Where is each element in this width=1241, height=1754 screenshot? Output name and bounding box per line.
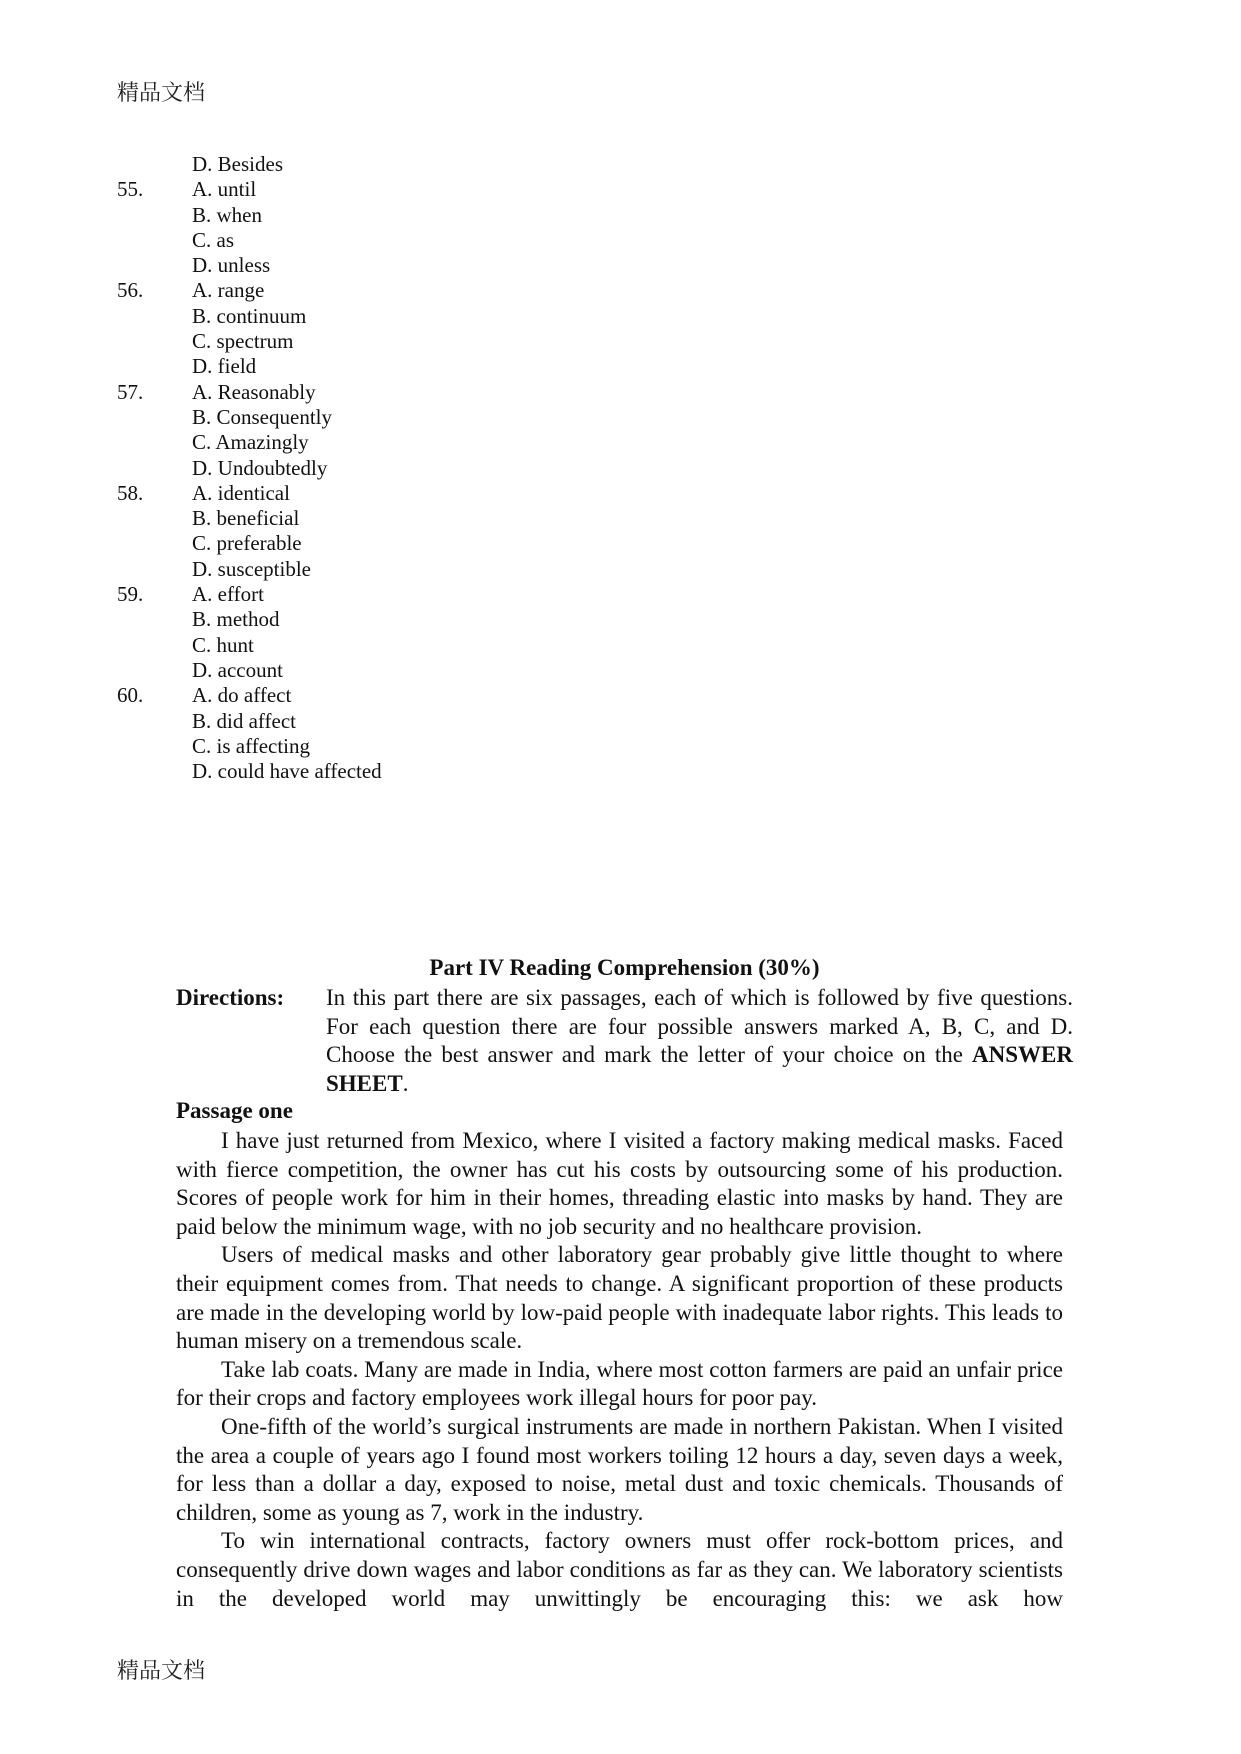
option-line [0,658,700,683]
answer-option: C. preferable [192,531,302,556]
directions-end: . [402,1071,409,1097]
option-line [0,557,700,582]
option-line [0,709,700,734]
answer-options-list [0,152,700,784]
answer-option: C. as [192,227,234,252]
answer-option: B. when [192,202,262,227]
answer-option: A. until [192,177,257,202]
directions-block [176,984,1073,1099]
option-line [0,759,700,784]
option-line [0,228,700,253]
answer-option: C. spectrum [192,329,294,354]
passage-paragraph: To win international contracts, factory owners must offer rock-bottom prices, and consequently drive down wages and labor conditions as far as they can. We laboratory scientists in the developed world may unwittingly be encouraging this: we ask how [176,1528,1063,1611]
answer-option: D. could have affected [192,759,382,784]
answer-option: B. beneficial [192,506,300,531]
answer-option: C. is affecting [192,733,311,758]
answer-option: B. continuum [192,303,307,328]
answer-option: A. do affect [192,683,292,708]
passage-paragraph: Users of medical masks and other laboratory gear probably give little thought to where their equipment comes from. That needs to change. A significant proportion of these products are made in the developing world by low-paid people with inadequate labor rights. This leads to human misery on a tremendous scale. [176,1242,1063,1354]
option-line [0,683,700,708]
option-line [0,278,700,303]
answer-option: B. did affect [192,708,296,733]
option-line [0,506,700,531]
answer-sheet-label: ANSWER SHEET [326,1042,1073,1097]
answer-option: D. Besides [192,152,283,176]
passage-body [176,1127,1063,1613]
option-line [0,380,700,405]
answer-option: B. Consequently [192,404,332,429]
answer-option: D. unless [192,253,271,278]
option-line [0,531,700,556]
option-line [0,481,700,506]
question-number: 55. [117,177,144,202]
answer-option: A. Reasonably [192,379,316,404]
option-line [0,304,700,329]
question-number: 60. [117,683,144,708]
option-line [0,430,700,455]
answer-option: A. range [192,278,265,303]
answer-option: C. hunt [192,632,254,657]
option-line [0,253,700,278]
answer-option: B. method [192,607,280,632]
option-line [0,203,700,228]
answer-option: D. susceptible [192,556,311,581]
answer-option: D. field [192,354,257,379]
question-number: 58. [117,480,144,505]
directions-text [326,984,1073,1099]
option-line [0,734,700,759]
question-number: 56. [117,278,144,303]
answer-option: A. identical [192,480,290,505]
answer-option: D. account [192,657,283,682]
option-line [0,354,700,379]
passage-paragraph: Take lab coats. Many are made in India, where most cotton farmers are paid an unfair price for their crops and factory employees work illegal hours for poor pay. [176,1356,1063,1411]
passage-paragraph: I have just returned from Mexico, where I visited a factory making medical masks. Faced with fierce competition, the owner has cut his costs by outsourcing some of his production. Scores of people work for him in their homes, threading elastic into masks by hand. They are paid below the minimum wage, with no job security and no healthcare provision. [176,1128,1063,1239]
directions-label: Directions: [176,985,285,1010]
question-number: 57. [117,379,144,404]
answer-option: C. Amazingly [192,430,309,455]
header-watermark: 精品文档 [117,81,206,106]
question-number: 59. [117,582,144,607]
option-line [0,607,700,632]
option-line [0,177,700,202]
part-title: Part IV Reading Comprehension (30%) [429,955,820,980]
answer-option: A. effort [192,582,264,607]
passage-paragraph: One-fifth of the world’s surgical instruments are made in northern Pakistan. When I visited the area a couple of years ago I found most workers toiling 12 hours a day, seven days a week, for less than a dollar a day, exposed to noise, metal dust and toxic chemicals. Thousands of children, some as young as 7, work in the industry. [176,1413,1063,1525]
option-line [0,405,700,430]
option-line [0,329,700,354]
footer-watermark: 精品文档 [117,1659,206,1684]
option-line [0,582,700,607]
answer-option: D. Undoubtedly [192,455,328,480]
passage-title: Passage one [176,1098,293,1123]
option-line [0,456,700,481]
option-line [0,152,700,177]
directions-body: In this part there are six passages, each of which is followed by five questions. For each question there are four possible answers marked A, B, C, and D. Choose the best answer and mark the letter of your choice on the [326,985,1073,1068]
option-line [0,633,700,658]
